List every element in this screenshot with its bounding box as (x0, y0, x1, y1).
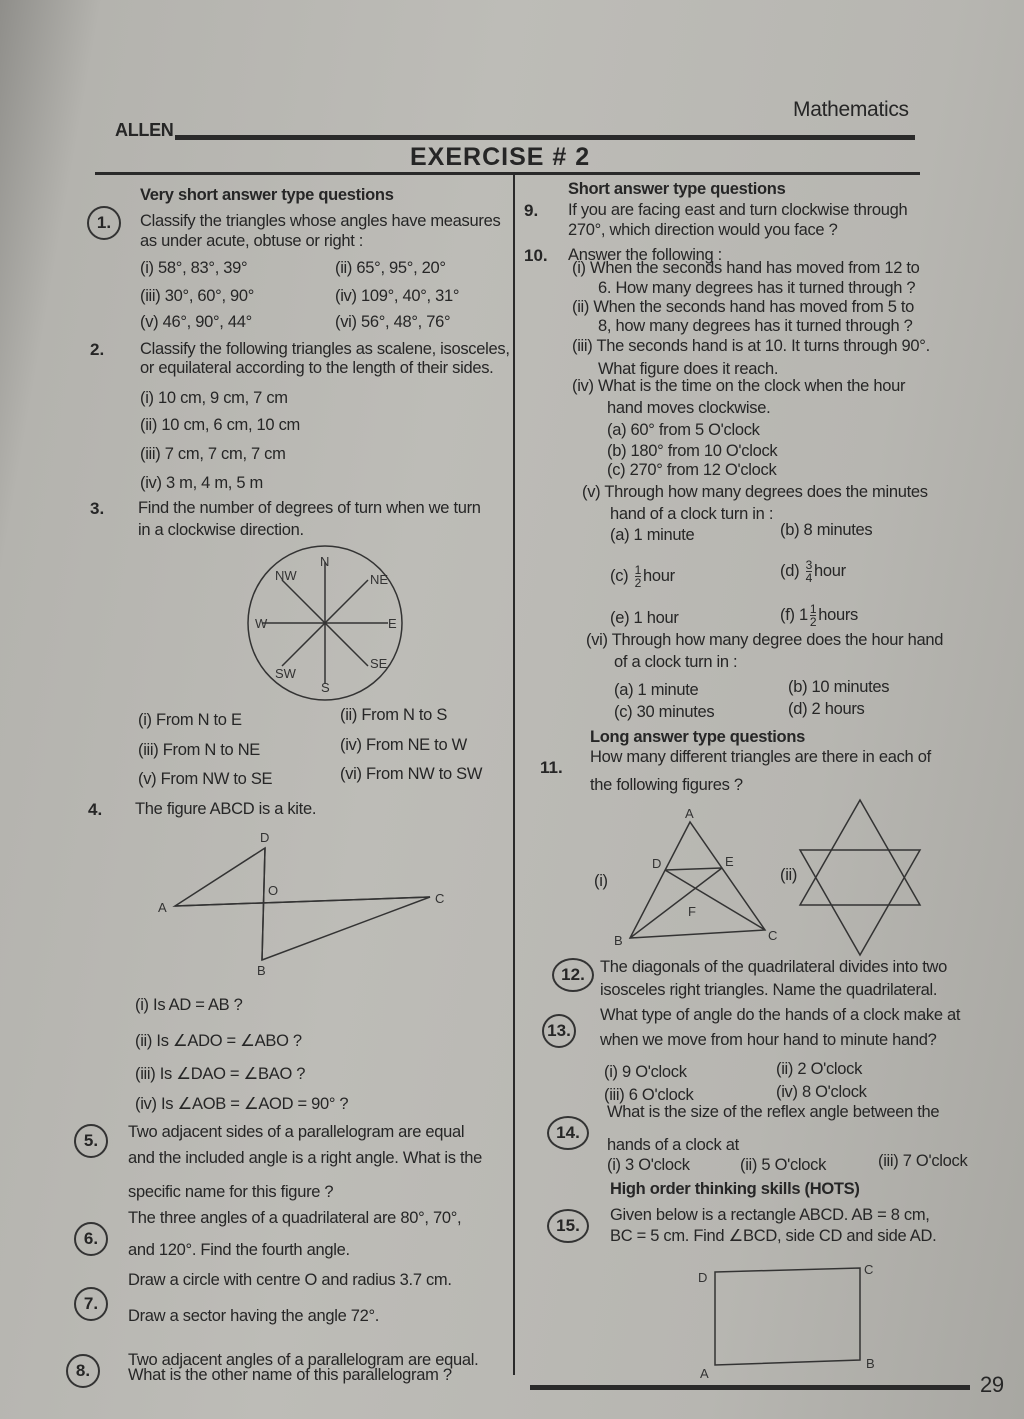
sub-question: (iv) What is the time on the clock when the hour (572, 377, 906, 395)
question-number: 14. (547, 1116, 589, 1150)
kite-label-c: C (435, 891, 445, 906)
compass-label-s: S (321, 680, 330, 695)
rect-label-c: C (864, 1262, 874, 1277)
kite-label-d: D (260, 830, 270, 845)
question-text: or equilateral according to the length of their sides. (140, 359, 494, 377)
figure-label: (ii) (780, 866, 798, 884)
question-text: as under acute, obtuse or right : (140, 232, 364, 250)
option: (iv) 109°, 40°, 31° (335, 287, 460, 305)
question-text: the following figures ? (590, 776, 743, 794)
sub-question: hand moves clockwise. (607, 399, 771, 417)
compass-label-e: E (388, 616, 397, 631)
option: (iv) Is ∠AOB = ∠AOD = 90° ? (135, 1095, 349, 1113)
option: (ii) Is ∠ADO = ∠ABO ? (135, 1032, 302, 1050)
option: (iv) From NE to W (340, 736, 467, 754)
sub-question: (vi) Through how many degree does the hour hand (586, 631, 944, 649)
question-number: 12. (552, 958, 594, 992)
option: (vi) From NW to SW (340, 765, 483, 783)
option: (f) 1 $\frac{1}{2}$ hours (780, 602, 858, 629)
option: (iii) From N to NE (138, 741, 261, 759)
question-text: What is the size of the reflex angle between the (607, 1103, 940, 1121)
subject-title: Mathematics (793, 98, 909, 121)
option: (v) 46°, 90°, 44° (140, 313, 252, 331)
sub-question: (ii) When the seconds hand has moved from 5 to (572, 298, 915, 316)
option: (d) $\frac{3}{4}$ hour (780, 558, 846, 585)
option: (iii) 6 O'clock (604, 1086, 694, 1104)
option: (c) 270° from 12 O'clock (607, 461, 777, 479)
sub-question: (v) Through how many degrees does the minutes (582, 483, 928, 501)
page-number: 29 (980, 1372, 1004, 1397)
section-heading: High order thinking skills (HOTS) (610, 1180, 860, 1198)
question-number: 5. (74, 1124, 108, 1158)
option: (v) From NW to SE (138, 770, 273, 788)
question-number: 10. (524, 246, 548, 265)
option: (d) 2 hours (788, 700, 865, 718)
question-text: Draw a sector having the angle 72°. (128, 1307, 380, 1325)
question-number: 9. (524, 201, 539, 220)
option: (vi) 56°, 48°, 76° (335, 313, 451, 331)
sub-question: 8, how many degrees has it turned through ? (598, 317, 913, 335)
compass-label-sw: SW (275, 666, 296, 681)
option: (i) 9 O'clock (604, 1063, 687, 1081)
option: (i) 58°, 83°, 39° (140, 259, 248, 277)
option: (ii) 2 O'clock (776, 1060, 863, 1078)
option: (iv) 3 m, 4 m, 5 m (140, 474, 263, 492)
option: (c) $\frac{1}{2}$ hour (610, 563, 675, 590)
option: (b) 180° from 10 O'clock (607, 442, 778, 460)
star-figure (800, 800, 920, 955)
section-heading: Long answer type questions (590, 728, 805, 746)
question-text: BC = 5 cm. Find ∠BCD, side CD and side AD. (610, 1227, 937, 1245)
option: (iii) 7 cm, 7 cm, 7 cm (140, 445, 286, 463)
sub-question: (i) When the seconds hand has moved from 12 to (572, 259, 920, 277)
option: (iv) 8 O'clock (776, 1083, 867, 1101)
section-heading: Short answer type questions (568, 180, 786, 198)
question-number: 1. (87, 206, 121, 240)
option: (i) Is AD = AB ? (135, 996, 243, 1014)
option: (iii) 7 O'clock (878, 1152, 968, 1170)
rect-label-a: A (700, 1366, 709, 1381)
question-number: 6. (74, 1222, 108, 1256)
question-text: Two adjacent angles of a parallelogram are equal. (128, 1351, 479, 1369)
question-number: 11. (540, 758, 563, 777)
sub-question: 6. How many degrees has it turned through ? (598, 279, 916, 297)
compass-label-se: SE (370, 656, 388, 671)
rectangle-figure (715, 1268, 860, 1365)
option: (ii) 10 cm, 6 cm, 10 cm (140, 416, 300, 434)
compass-label-nw: NW (275, 568, 297, 583)
triangle-figure (630, 822, 765, 938)
option: (e) 1 hour (610, 609, 679, 627)
kite-label-b: B (257, 963, 266, 978)
option: (iii) Is ∠DAO = ∠BAO ? (135, 1065, 306, 1083)
option: (a) 1 minute (610, 526, 695, 544)
fig-label-f: F (688, 904, 696, 919)
sub-question: (iii) The seconds hand is at 10. It turns through 90°. (572, 337, 930, 355)
question-text: hands of a clock at (607, 1136, 739, 1154)
fig-label-e: E (725, 854, 734, 869)
option: (b) 8 minutes (780, 521, 873, 539)
section-heading: Very short answer type questions (140, 186, 394, 204)
question-text: in a clockwise direction. (138, 521, 304, 539)
option: (i) 3 O'clock (607, 1156, 690, 1174)
sub-question: hand of a clock turn in : (610, 505, 774, 523)
question-text: Classify the following triangles as scalene, isosceles, (140, 340, 510, 358)
question-number: 2. (90, 340, 105, 359)
footer-rule (530, 1385, 970, 1390)
question-number: 13. (542, 1014, 576, 1048)
option: (ii) 65°, 95°, 20° (335, 259, 446, 277)
question-text: Draw a circle with centre O and radius 3.7 cm. (128, 1271, 452, 1289)
question-text: Find the number of degrees of turn when we turn (138, 499, 481, 517)
fig-label-d: D (652, 856, 662, 871)
sub-question: What figure does it reach. (598, 360, 779, 378)
kite-label-o: O (268, 883, 279, 898)
question-number: 15. (547, 1209, 589, 1243)
fig-label-a: A (685, 806, 694, 821)
question-text: Two adjacent sides of a parallelogram are equal (128, 1123, 465, 1141)
rect-label-d: D (698, 1270, 708, 1285)
question-number: 3. (90, 499, 105, 518)
option: (ii) 5 O'clock (740, 1156, 827, 1174)
option: (a) 60° from 5 O'clock (607, 421, 760, 439)
question-text: If you are facing east and turn clockwise through (568, 201, 908, 219)
exercise-title: EXERCISE # 2 (410, 143, 591, 171)
question-text: What type of angle do the hands of a clock make at (600, 1006, 961, 1024)
question-text: The figure ABCD is a kite. (135, 800, 317, 818)
option: (i) From N to E (138, 711, 242, 729)
compass-diagram (248, 546, 402, 700)
question-text: Classify the triangles whose angles have measures (140, 212, 501, 230)
question-number: 4. (88, 800, 103, 819)
fig-label-b: B (614, 933, 623, 948)
question-text: when we move from hour hand to minute hand? (600, 1031, 937, 1049)
question-text: What is the other name of this parallelogram ? (128, 1366, 452, 1384)
question-text: The diagonals of the quadrilateral divides into two (600, 958, 948, 976)
question-text: How many different triangles are there in each of (590, 748, 931, 766)
fig-label-c: C (768, 928, 778, 943)
compass-label-n: N (320, 554, 330, 569)
question-text: and 120°. Find the fourth angle. (128, 1241, 350, 1259)
kite-diagram (175, 848, 430, 960)
brand-logo: ALLEN (115, 120, 174, 140)
option: (a) 1 minute (614, 681, 699, 699)
question-text: 270°, which direction would you face ? (568, 221, 838, 239)
question-text: isosceles right triangles. Name the quadrilateral. (600, 981, 938, 999)
compass-label-w: W (255, 616, 268, 631)
option: (iii) 30°, 60°, 90° (140, 287, 255, 305)
question-number: 7. (74, 1287, 108, 1321)
compass-label-ne: NE (370, 572, 389, 587)
question-text: The three angles of a quadrilateral are 80°, 70°, (128, 1209, 462, 1227)
option: (i) 10 cm, 9 cm, 7 cm (140, 389, 288, 407)
option: (b) 10 minutes (788, 678, 890, 696)
question-text: specific name for this figure ? (128, 1183, 334, 1201)
rect-label-b: B (866, 1356, 875, 1371)
question-number: 8. (66, 1354, 100, 1388)
question-text: and the included angle is a right angle. What is the (128, 1149, 483, 1167)
question-text: Answer the following : (568, 246, 722, 264)
figure-label: (i) (594, 872, 608, 890)
option: (ii) From N to S (340, 706, 448, 724)
sub-question: of a clock turn in : (614, 653, 738, 671)
kite-label-a: A (158, 900, 167, 915)
question-text: Given below is a rectangle ABCD. AB = 8 cm, (610, 1206, 930, 1224)
option: (c) 30 minutes (614, 703, 715, 721)
